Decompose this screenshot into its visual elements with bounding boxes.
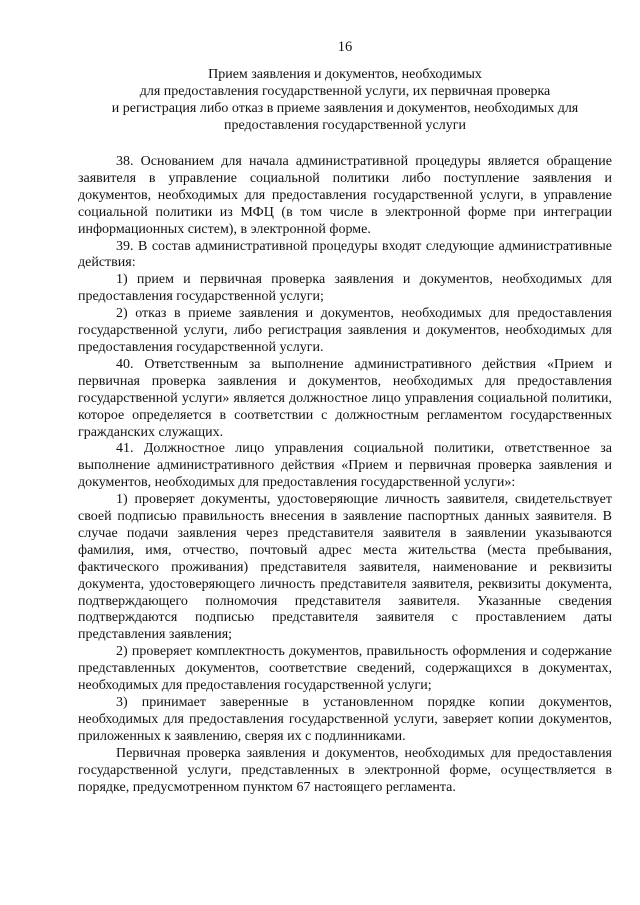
paragraph-39-item-1: 1) прием и первичная проверка заявления и документов, необходимых для предоставления государственной услуги; bbox=[78, 272, 612, 305]
paragraph-40: 40. Ответственным за выполнение административного действия «Прием и первичная проверка заявления и документов, необходимых для предоставления государственной услуги» является должностное лицо управления социальной политики, которое определяется в соответствии с должностным регламентом государственных гражданских служащих. bbox=[78, 356, 612, 440]
heading-line: и регистрация либо отказ в приеме заявления и документов, необходимых для bbox=[111, 101, 579, 116]
heading-line: предоставления государственной услуги bbox=[224, 118, 466, 133]
paragraph-41-item-1: 1) проверяет документы, удостоверяющие личность заявителя, свидетельствует своей подписью правильность внесения в заявление паспортных данных заявителя. В случае подачи заявления через представителя заявителя в заявлении указываются фамилия, имя, отчество, почтовый адрес места жительства (места пребывания, фактического проживания) представителя заявителя, наименование и реквизиты документа, удостоверяющего личность представителя заявителя, реквизиты документа, подтверждающего полномочия представителя заявителя. Указанные сведения подтверждаются подписью представителя заявителя с проставлением даты представления заявления; bbox=[78, 492, 612, 643]
section-heading bbox=[78, 66, 612, 134]
paragraph-38: 38. Основанием для начала административной процедуры является обращение заявителя в управление социальной политики либо поступление заявления и документов, необходимых для предоставления государственной услуги, в управление социальной политики из МФЦ (в том числе в электронной форме при интеграции информационных систем), в электронной форме. bbox=[78, 154, 612, 237]
paragraph-41: 41. Должностное лицо управления социальной политики, ответственное за выполнение административного действия «Прием и первичная проверка заявления и документов, необходимых для предоставления государственной услуги»: bbox=[78, 441, 612, 491]
page-number: 16 bbox=[337, 39, 353, 55]
paragraph-electronic-check: Первичная проверка заявления и документов, необходимых для предоставления государственной услуги, представленных в электронной форме, осуществляется в порядке, предусмотренном пунктом 67 настоящего регламента. bbox=[78, 745, 612, 795]
document-page bbox=[78, 38, 612, 796]
paragraph-41-item-2: 2) проверяет комплектность документов, правильность оформления и содержание представленных документов, соответствие сведений, содержащихся в документах, необходимых для предоставления государственной услуги; bbox=[78, 644, 612, 694]
paragraph-41-item-3: 3) принимает заверенные в установленном порядке копии документов, необходимых для предоставления государственной услуги, заверяет копии документов, приложенных к заявлению, сверяя их с подлинниками. bbox=[78, 695, 612, 744]
heading-line: Прием заявления и документов, необходимых bbox=[208, 67, 482, 82]
paragraph-39-item-2: 2) отказ в приеме заявления и документов, необходимых для предоставления государственной услуги, либо регистрация заявления и документов, необходимых для предоставления государственной услуги. bbox=[78, 306, 612, 355]
heading-line: для предоставления государственной услуги, их первичная проверка bbox=[139, 84, 551, 99]
paragraph-39: 39. В состав административной процедуры входят следующие административные действия: bbox=[78, 238, 612, 271]
